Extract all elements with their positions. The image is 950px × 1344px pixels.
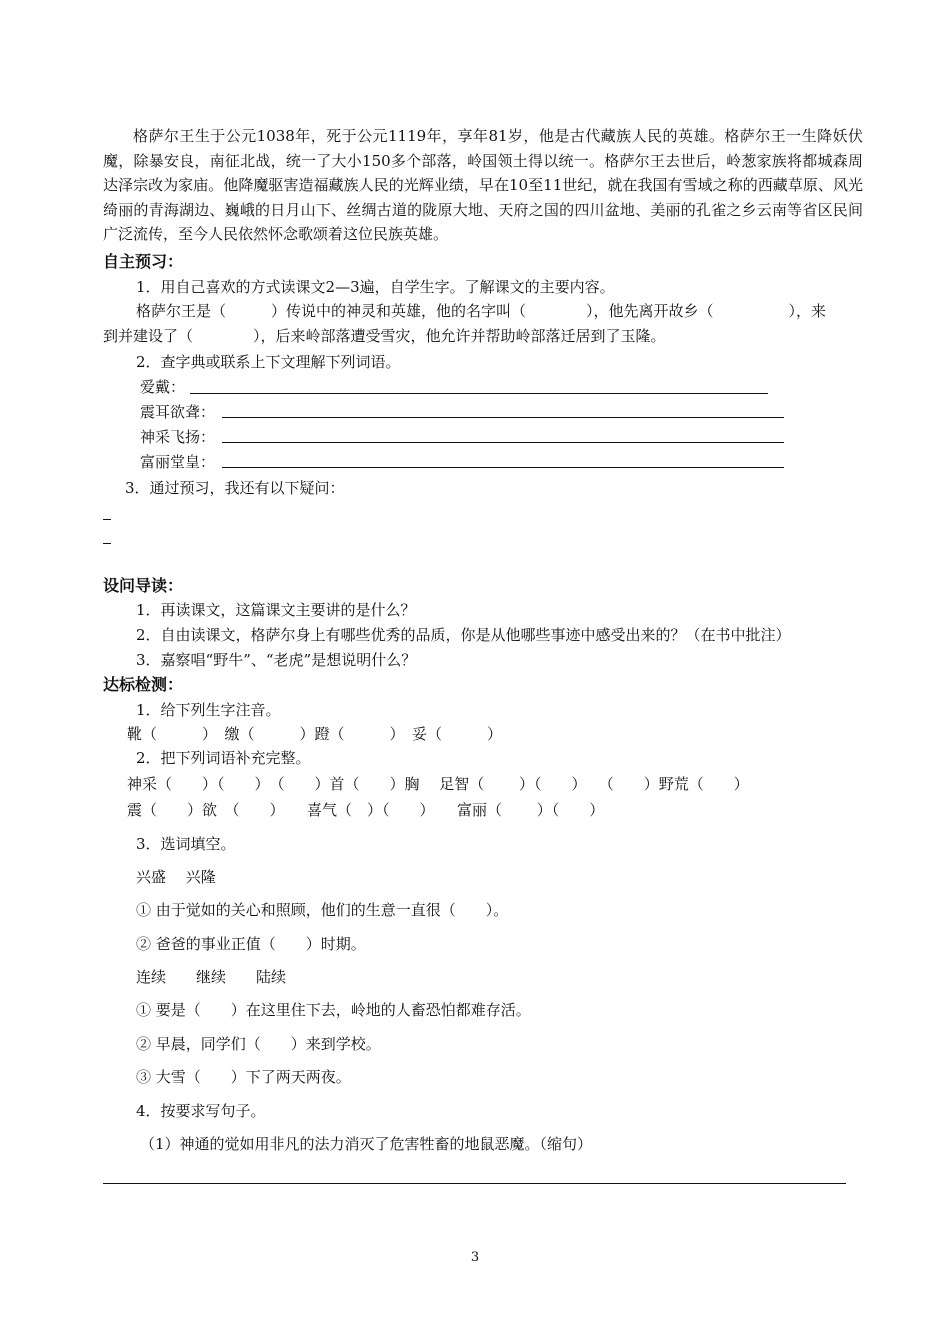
fill-sentence: ② 早晨，同学们（ ）来到学校。 (136, 1035, 381, 1053)
test-question-3: 3．选词填空。 (136, 835, 236, 853)
answer-dash[interactable] (103, 519, 111, 520)
guide-heading: 设问导读： (103, 576, 184, 595)
guide-question-3: 3．嘉察唱“野牛”、“老虎”是想说明什么？ (136, 651, 417, 669)
test-idiom-row-2: 震（ ）欲 （ ） 喜气（ ）（ ） 富丽（ ）（ ） (127, 801, 605, 819)
word-choice-group-2: 连续 继续 陆续 (136, 968, 287, 986)
answer-dash[interactable] (103, 543, 111, 544)
fill-sentence: ① 要是（ ）在这里住下去，岭地的人畜恐怕都难存活。 (136, 1001, 531, 1019)
rewrite-sentence: （1）神通的觉如用非凡的法力消灭了危害牲畜的地鼠恶魔。（缩句） (140, 1135, 593, 1153)
guide-question-1: 1．再读课文，这篇课文主要讲的是什么？ (136, 601, 416, 619)
answer-line[interactable] (103, 1183, 846, 1184)
word-aidai: 爱戴： (140, 378, 186, 396)
word-fuli-tanghuang: 富丽堂皇： (140, 453, 216, 471)
guide-question-2: 2．自由读课文，格萨尔身上有哪些优秀的品质，你是从他哪些事迹中感受出来的？（在书中批注） (136, 626, 791, 644)
test-question-2: 2．把下列词语补充完整。 (136, 749, 311, 767)
test-question-4: 4．按要求写句子。 (136, 1102, 266, 1120)
page-number: 3 (470, 1250, 480, 1265)
preview-fill-line-2: 到并建设了（ ），后来岭部落遭受雪灾，他允许并帮助岭部落迁居到了玉隆。 (103, 327, 666, 345)
preview-question-1: 1．用自己喜欢的方式读课文2—3遍，自学生字。了解课文的主要内容。 (136, 278, 615, 296)
test-heading: 达标检测： (103, 675, 184, 694)
answer-line[interactable] (222, 442, 784, 443)
intro-paragraph: 格萨尔王生于公元1038年，死于公元1119年，享年81岁，他是古代藏族人民的英雄。格萨尔王一生降妖伏魔，除暴安良，南征北战，统一了大小150多个部落，岭国领土得以统一。格萨尔王去世后，岭葱家族将都城森周达泽宗改为家庙。他降魔驱害造福藏族人民的光辉业绩，早在10至11世纪，就在我国有雪域之称的西藏草原、风光绮丽的青海湖边、巍峨的日月山下、丝绸古道的陇原大地、天府之国的四川盆地、美丽的孔雀之乡云南等省区民间广泛流传，至今人民依然怀念歌颂着这位民族英雄。 (103, 127, 863, 243)
answer-line[interactable] (222, 467, 784, 468)
answer-line[interactable] (222, 417, 784, 418)
preview-question-3: 3．通过预习，我还有以下疑问： (125, 479, 345, 497)
preview-fill-line-1: 格萨尔王是（ ）传说中的神灵和英雄，他的名字叫（ ），他先离开故乡（ ），来 (136, 302, 827, 320)
fill-sentence: ③ 大雪（ ）下了两天两夜。 (136, 1068, 351, 1086)
word-zhener-yulong: 震耳欲聋： (140, 403, 216, 421)
preview-heading: 自主预习： (103, 252, 184, 271)
test-question-1: 1．给下列生字注音。 (136, 701, 281, 719)
fill-sentence: ① 由于觉如的关心和照顾，他们的生意一直很（ ）。 (136, 901, 509, 919)
test-idiom-row-1: 神采（ ）（ ） （ ）首（ ）胸 足智（ ）（ ） （ ）野荒（ ） (127, 775, 749, 793)
test-pinyin-items: 靴（ ） 缴（ ）蹬（ ） 妥（ ） (127, 725, 503, 743)
word-choice-group-1: 兴盛 兴隆 (136, 868, 216, 886)
answer-line[interactable] (190, 393, 768, 394)
word-shencai-feiyang: 神采飞扬： (140, 428, 216, 446)
fill-sentence: ② 爸爸的事业正值（ ）时期。 (136, 935, 366, 953)
preview-question-2: 2．查字典或联系上下文理解下列词语。 (136, 353, 401, 371)
